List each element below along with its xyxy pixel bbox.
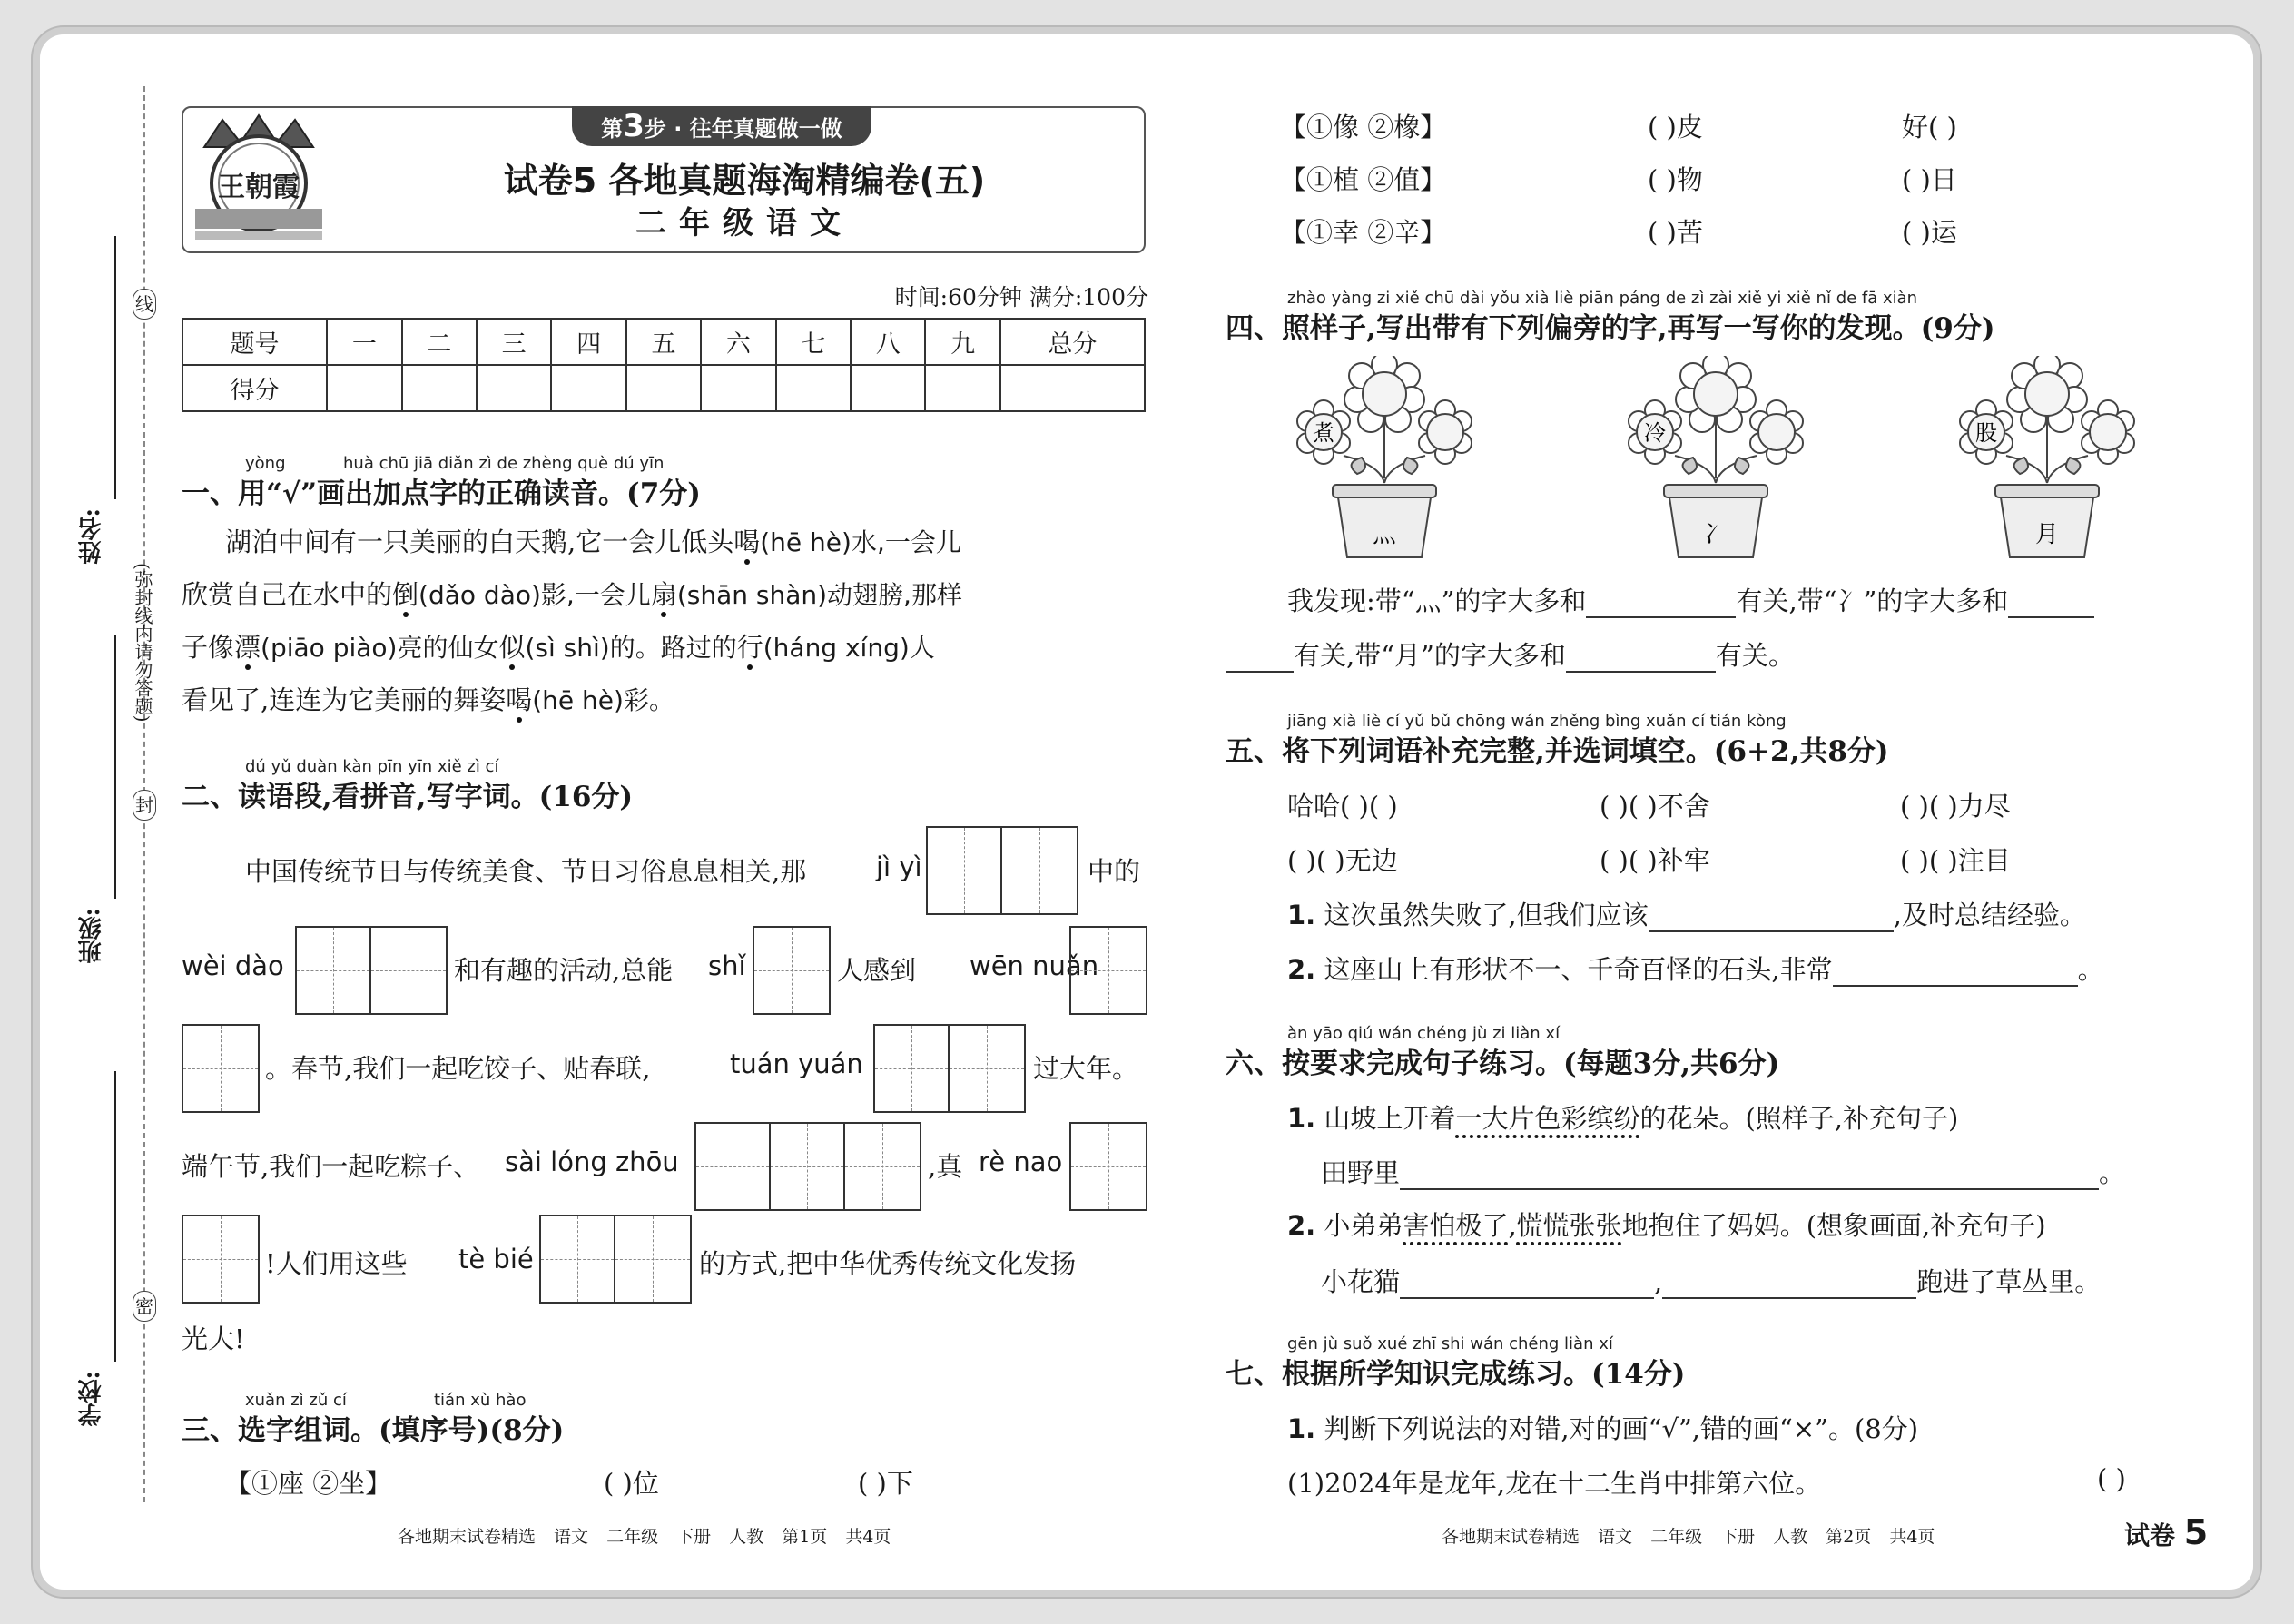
q6-answer-1 [1321, 1153, 2125, 1190]
q4-blank[interactable] [1566, 645, 1716, 673]
svg-text:煮: 煮 [1313, 420, 1334, 446]
class-label: 班级: [78, 908, 105, 964]
q4-blank[interactable] [1226, 645, 1294, 673]
q1-choice[interactable]: (dǎo dào)影,一会儿 [418, 580, 651, 610]
q2-text: 的方式,把中华优秀传统文化发扬 [699, 1248, 1077, 1279]
name-field-line[interactable] [114, 236, 116, 499]
q4-blank[interactable] [2008, 591, 2094, 618]
q1-dotted-char: 喝 [506, 684, 533, 715]
q3-heading: 三、选字组词。(填序号)(8分) [182, 1414, 565, 1447]
q6-blank[interactable] [1400, 1163, 2099, 1190]
q6-blank[interactable] [1662, 1272, 1916, 1299]
q4-text: 有关。 [1715, 640, 1795, 671]
seal-seal-mark: 封 [133, 790, 156, 821]
q2-pinyin-prompt: wēn nuǎn [970, 950, 1099, 981]
step-number: 3 [623, 108, 645, 144]
flower-pot-2 [1611, 356, 1820, 565]
q3-options: 【①像 ②橡】 [1280, 112, 1447, 143]
q2-pinyin-prompt: tuán yuán [730, 1048, 863, 1079]
q2-text: 和有趣的活动,总能 [454, 955, 674, 986]
q1-heading: 一、用“√”画出加点字的正确读音。(7分) [182, 477, 701, 510]
q5-word-fill[interactable]: ( )( )无边 [1287, 845, 1398, 876]
svg-text:灬: 灬 [1372, 521, 1397, 548]
score-input-cell[interactable] [1000, 365, 1145, 411]
footer-right: 各地期末试卷精选 语文 二年级 下册 人教 第2页 共4页 [1442, 1527, 1935, 1547]
q2-text: 过大年。 [1033, 1053, 1139, 1084]
q6-sentence-1 [1287, 1098, 1958, 1136]
q5-sentence-2 [1287, 950, 2104, 987]
q1-dotted-char: 行 [736, 632, 763, 663]
q5-word-fill[interactable]: 哈哈( )( ) [1287, 791, 1398, 822]
q7-item-1: (1)2024年是龙年,龙在十二生肖中排第六位。 [1287, 1468, 1822, 1499]
q7-heading: 七、根据所学知识完成练习。(14分) [1226, 1358, 1686, 1391]
tag-number: 5 [2183, 1512, 2209, 1552]
q2-pinyin: dú yǔ duàn kàn pīn yīn xiě zì cí [245, 757, 499, 776]
paper-subtitle: 二年级语文 [635, 205, 853, 241]
svg-text:王朝霞: 王朝霞 [218, 172, 300, 203]
q1-dotted-char: 喝 [733, 527, 761, 557]
seal-secret-mark: 密 [133, 1291, 156, 1322]
q1-choice[interactable]: (háng xíng)人 [763, 633, 935, 663]
q5-number: 1. [1287, 900, 1316, 930]
q1-text: 子像 [182, 632, 235, 663]
q4-finding-line-2 [1226, 635, 1795, 673]
score-cell: 三 [477, 319, 551, 365]
q3-answer[interactable]: ( )苦 [1648, 217, 1703, 248]
q2-writing-grid[interactable] [926, 826, 1078, 915]
score-input-cell[interactable] [776, 365, 851, 411]
score-input-cell[interactable] [551, 365, 625, 411]
q5-word-fill[interactable]: ( )( )力尽 [1900, 791, 2011, 822]
q5-text: 。 [2077, 954, 2104, 985]
q1-dotted-char: 似 [498, 632, 526, 663]
q2-pinyin-prompt: sài lóng zhōu [505, 1147, 679, 1177]
q6-dotted-phrase: 慌慌张张 [1516, 1210, 1622, 1241]
q4-blank[interactable] [1586, 591, 1736, 618]
q4-text: 有关,带“月”的字大多和 [1294, 640, 1566, 671]
q1-dotted-char: 扇 [650, 579, 677, 610]
q3-answer[interactable]: ( )日 [1902, 164, 1957, 195]
q6-sentence-2 [1287, 1206, 2046, 1243]
school-field-line[interactable] [114, 1071, 116, 1362]
score-cell: 一 [327, 319, 401, 365]
q1-dotted-char: 倒 [392, 579, 419, 610]
q1-choice[interactable]: (piāo piào)亮的仙女 [261, 633, 499, 663]
score-cell: 九 [925, 319, 999, 365]
q2-text: 中国传统节日与传统美食、节日习俗息息相关,那 [245, 856, 807, 887]
flower-pot-3 [1943, 356, 2151, 565]
q5-word-fill[interactable]: ( )( )补牢 [1600, 845, 1710, 876]
q1-line-3 [182, 621, 935, 674]
q2-writing-grid[interactable] [295, 926, 448, 1015]
q3-answer[interactable]: ( )皮 [1648, 112, 1703, 143]
q5-word-fill[interactable]: ( )( )不舍 [1600, 791, 1710, 822]
q6-text: , [1508, 1210, 1517, 1241]
q3-options: 【①植 ②值】 [1280, 164, 1447, 195]
q4-finding-line-1 [1287, 581, 2094, 618]
footer-left: 各地期末试卷精选 语文 二年级 下册 人教 第1页 共4页 [398, 1527, 891, 1547]
svg-text:冫: 冫 [1703, 521, 1728, 548]
q5-text: ,及时总结经验。 [1893, 900, 2086, 930]
q4-text: 我发现:带“灬”的字大多和 [1287, 586, 1587, 616]
q2-text: 中的 [1088, 856, 1141, 887]
score-cell: 五 [626, 319, 701, 365]
q5-text: 这次虽然失败了,但我们应该 [1324, 900, 1649, 930]
q2-writing-grid[interactable] [873, 1024, 1026, 1113]
q7-pinyin: gēn jù suǒ xué zhī shi wán chéng liàn xí [1287, 1334, 1613, 1353]
q2-writing-grid[interactable] [182, 1024, 260, 1113]
q1-choice[interactable]: (sì shì)的。路过的 [525, 633, 737, 663]
q6-text: 小弟弟 [1324, 1210, 1403, 1241]
svg-text:月: 月 [2034, 521, 2060, 548]
q2-writing-grid[interactable] [182, 1215, 260, 1304]
score-cell: 得分 [182, 365, 327, 411]
q1-pinyin-b: huà chū jiā diǎn zì de zhèng què dú yīn [343, 454, 665, 473]
q1-text: 欣赏自己在水中的 [182, 579, 393, 610]
q6-blank[interactable] [1400, 1272, 1654, 1299]
score-table [182, 318, 1146, 412]
q7-instruction [1287, 1409, 1918, 1446]
q3-answer[interactable]: ( )物 [1648, 164, 1703, 195]
q2-text: 光大! [182, 1324, 245, 1354]
score-input-cell[interactable] [327, 365, 401, 411]
q3-answer[interactable]: ( )下 [858, 1468, 913, 1499]
q6-text: 田野里 [1321, 1157, 1401, 1188]
q6-heading: 六、按要求完成句子练习。(每题3分,共6分) [1226, 1048, 1780, 1080]
q3-options: 【①座 ②坐】 [225, 1468, 392, 1499]
binding-note: (弥封线内请勿答题) [132, 563, 153, 723]
q2-text: 端午节,我们一起吃粽子、 [182, 1151, 480, 1182]
seal-line-mark: 线 [133, 289, 156, 320]
paper-title: 试卷5 各地真题海淘精编卷(五) [503, 161, 986, 201]
step-prefix: 第 [601, 116, 624, 142]
q6-text: 的花朵。(照样子,补充句子) [1639, 1103, 1959, 1134]
score-cell: 七 [776, 319, 851, 365]
q2-text: 。春节,我们一起吃饺子、贴春联, [265, 1053, 651, 1084]
q1-choice[interactable]: (shān shàn)动翅膀,那样 [676, 580, 962, 610]
q6-number: 1. [1287, 1103, 1316, 1134]
q5-pinyin: jiāng xià liè cí yǔ bǔ chōng wán zhěng bìng xuǎn cí tián kòng [1287, 712, 1787, 731]
q3-answer[interactable]: ( )位 [604, 1468, 659, 1499]
score-cell: 四 [551, 319, 625, 365]
q5-blank[interactable] [1833, 960, 2078, 987]
q6-dotted-phrase: 害怕极了 [1403, 1210, 1509, 1241]
score-cell: 总分 [1000, 319, 1145, 365]
q6-answer-2 [1321, 1262, 2101, 1299]
step-suffix: 步 · 往年真题做一做 [644, 116, 842, 142]
score-cell: 题号 [182, 319, 327, 365]
tag-prefix: 试卷 [2124, 1521, 2176, 1550]
paper-number-tag [2124, 1512, 2208, 1552]
time-score-info: 时间:60分钟 满分:100分 [894, 284, 1148, 310]
score-input-cell[interactable] [701, 365, 775, 411]
q2-pinyin-prompt: wèi dào [182, 950, 284, 981]
q6-number: 2. [1287, 1210, 1316, 1241]
q1-dotted-char: 漂 [234, 632, 261, 663]
q2-text: ,真 [928, 1151, 963, 1182]
q6-text: 。 [2099, 1157, 2126, 1188]
q2-pinyin-prompt: shǐ [708, 950, 746, 981]
svg-text:股: 股 [1975, 420, 1997, 446]
q2-writing-grid[interactable] [753, 926, 831, 1015]
q6-text: 小花猫 [1321, 1266, 1401, 1297]
school-label: 学校: [78, 1371, 105, 1427]
q1-line-4 [182, 674, 674, 727]
q5-sentence-1 [1287, 895, 2086, 932]
step-banner [572, 106, 871, 146]
score-cell: 二 [402, 319, 477, 365]
q3-pinyin-b: tián xù hào [434, 1391, 527, 1410]
q1-line-2 [182, 568, 962, 622]
q2-text: !人们用这些 [265, 1248, 408, 1279]
q2-writing-grid[interactable] [1069, 926, 1147, 1015]
q4-pinyin: zhào yàng zi xiě chū dài yǒu xià liè piān páng de zì zài xiě yi xiě nǐ de fā xiàn [1287, 289, 1918, 308]
q1-text: 看见了,连连为它美丽的舞姿 [182, 684, 507, 715]
q1-pinyin-a: yòng [245, 454, 286, 473]
q1-text: 湖泊中间有一只美丽的白天鹅,它一会儿低头 [225, 527, 734, 557]
score-input-cell[interactable] [626, 365, 701, 411]
q3-answer[interactable]: ( )运 [1902, 217, 1957, 248]
score-input-cell[interactable] [477, 365, 551, 411]
score-input-cell[interactable] [402, 365, 477, 411]
q5-text: 这座山上有形状不一、千奇百怪的石头,非常 [1324, 954, 1833, 985]
q6-text: 地抱住了妈妈。(想象画面,补充句子) [1621, 1210, 2046, 1241]
name-label: 姓名: [78, 508, 105, 565]
q2-writing-grid[interactable] [539, 1215, 692, 1304]
q6-text: , [1654, 1266, 1663, 1297]
score-cell: 六 [701, 319, 775, 365]
flower-pot-1 [1280, 356, 1489, 565]
q5-word-fill[interactable]: ( )( )注目 [1900, 845, 2011, 876]
q7-text: 判断下列说法的对错,对的画“√”,错的画“×”。(8分) [1324, 1413, 1919, 1444]
score-cell: 八 [851, 319, 925, 365]
score-table-header-row [182, 319, 1145, 365]
q1-choice[interactable]: (hē hè)彩。 [532, 685, 674, 715]
q3-options: 【①幸 ②辛】 [1280, 217, 1447, 248]
q2-text: 人感到 [837, 955, 917, 986]
q6-text: 山坡上开着 [1324, 1103, 1456, 1134]
q7-item-1-answer[interactable]: ( ) [2097, 1463, 2126, 1494]
q5-number: 2. [1287, 954, 1316, 985]
q4-text: 有关,带“冫”的字大多和 [1736, 586, 2009, 616]
svg-text:冷: 冷 [1644, 420, 1666, 446]
q2-writing-grid[interactable] [694, 1122, 921, 1211]
q2-writing-grid[interactable] [1069, 1122, 1147, 1211]
q2-pinyin-prompt: rè nao [979, 1147, 1063, 1177]
q4-heading: 四、照样子,写出带有下列偏旁的字,再写一写你的发现。(9分) [1226, 312, 1995, 345]
q3-answer[interactable]: 好( ) [1902, 112, 1957, 143]
q2-pinyin-prompt: tè bié [458, 1244, 534, 1275]
q5-heading: 五、将下列词语补充完整,并选词填空。(6+2,共8分) [1226, 735, 1889, 768]
q6-dotted-phrase: 一大片色彩缤纷 [1455, 1103, 1640, 1134]
score-input-cell[interactable] [851, 365, 925, 411]
q1-choice[interactable]: (hē hè)水,一会儿 [760, 527, 961, 557]
q6-pinyin: àn yāo qiú wán chéng jù zi liàn xí [1287, 1024, 1561, 1043]
brand-logo-icon [186, 111, 331, 247]
q7-number: 1. [1287, 1413, 1316, 1444]
q2-heading: 二、读语段,看拼音,写字词。(16分) [182, 781, 634, 813]
class-field-line[interactable] [114, 635, 116, 899]
q6-text: 跑进了草丛里。 [1916, 1266, 2102, 1297]
q2-pinyin-prompt: jì yì [876, 851, 922, 882]
score-table-score-row [182, 365, 1145, 411]
q1-line-1 [225, 516, 961, 569]
q3-pinyin-a: xuǎn zì zǔ cí [245, 1391, 347, 1410]
score-input-cell[interactable] [925, 365, 999, 411]
q5-blank[interactable] [1649, 905, 1894, 932]
